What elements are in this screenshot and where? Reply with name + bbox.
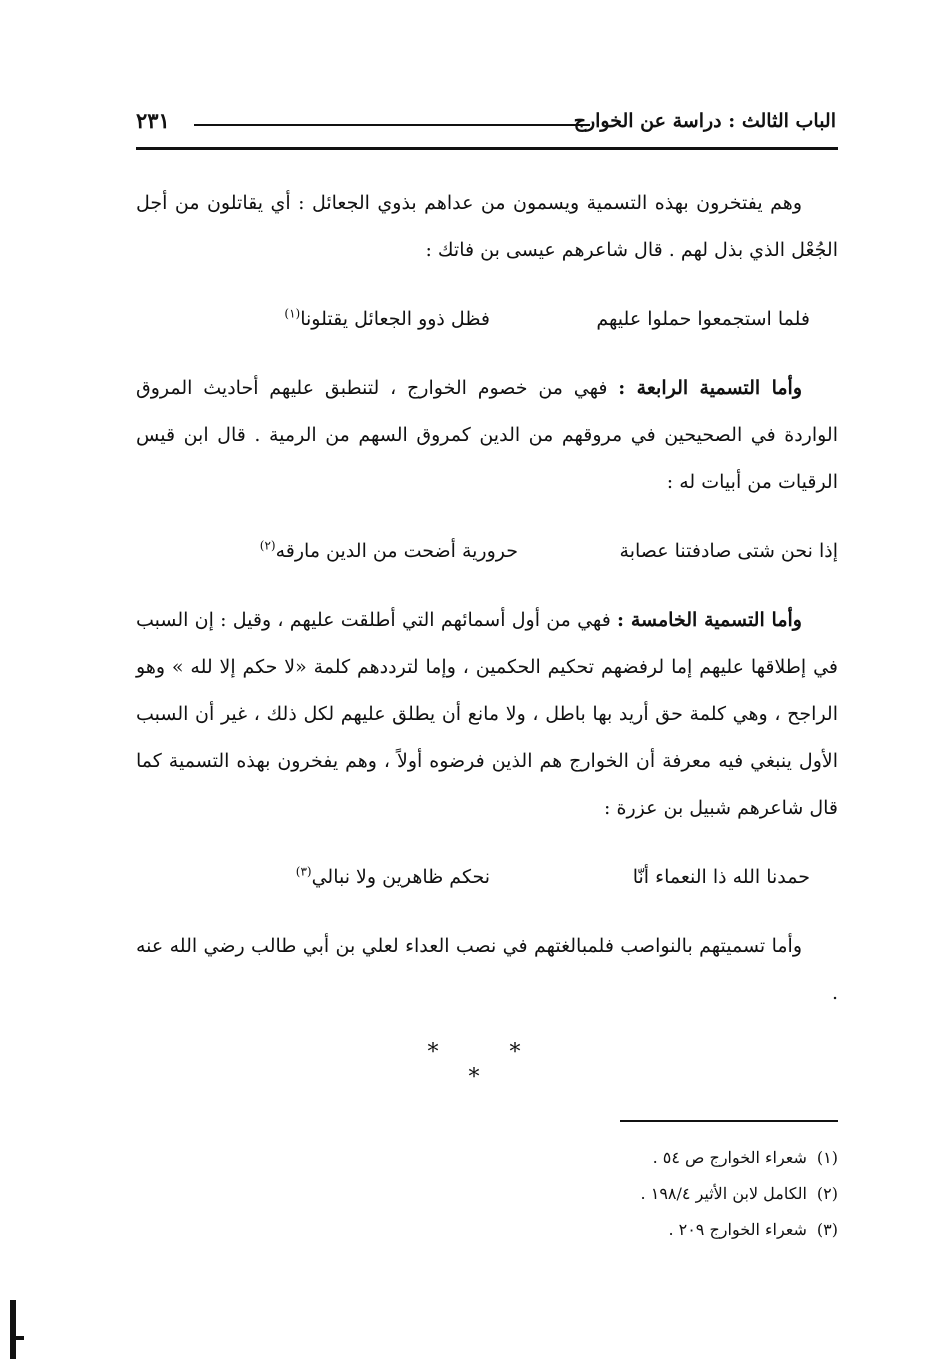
footnote-3-text: شعراء الخوارج ٢٠٩ . xyxy=(668,1220,807,1239)
verse-2-second-half-text: حرورية أضحت من الدين مارقه xyxy=(275,540,518,562)
footnote-rule xyxy=(620,1120,838,1122)
footnote-2-number: (٢) xyxy=(816,1184,838,1203)
verse-3-second-half xyxy=(160,854,490,901)
footnote-ref-1[interactable]: (١) xyxy=(284,306,301,321)
verse-2-second-half xyxy=(188,528,518,575)
paragraph-2-lead: وأما التسمية الرابعة : xyxy=(618,377,802,399)
verse-2 xyxy=(136,528,838,575)
chapter-title: الباب الثالث : دراسة عن الخوارج xyxy=(573,110,836,132)
footnotes xyxy=(480,1140,838,1248)
paragraph-3-lead: وأما التسمية الخامسة : xyxy=(617,609,802,631)
verse-1-second-half-text: فظل ذوو الجعائل يقتلونا xyxy=(300,308,490,330)
verse-3 xyxy=(136,854,838,901)
scan-edge-mark xyxy=(10,1300,16,1359)
paragraph-2-text: فهي من خصوم الخوارج ، لتنطبق عليهم أحاديث المروق الواردة في الصحيحين في مروقهم من الدين كمروق السهم من الرمية . قال ابن قيس الرقيات من أبيات له : xyxy=(136,377,838,493)
footnote-ref-2[interactable]: (٢) xyxy=(259,538,276,553)
page-number: ٢٣١ xyxy=(136,108,170,133)
header-rule xyxy=(136,147,838,150)
paragraph-4: وأما تسميتهم بالنواصب فلمبالغتهم في نصب العداء لعلي بن أبي طالب رضي الله عنه . xyxy=(136,935,838,1004)
verse-3-first-half: حمدنا الله ذا النعماء أنّا xyxy=(632,866,810,888)
section-separator: * * * xyxy=(427,1040,553,1090)
main-text xyxy=(136,180,838,1039)
footnote-2 xyxy=(480,1176,838,1212)
header-leader-line xyxy=(194,124,590,126)
paragraph-2 xyxy=(136,365,838,506)
verse-1 xyxy=(136,296,838,343)
running-header xyxy=(136,110,836,150)
verse-1-first-half: فلما استجمعوا حملوا عليهم xyxy=(596,308,810,330)
footnote-ref-3[interactable]: (٣) xyxy=(295,864,312,879)
verse-1-second-half xyxy=(160,296,490,343)
footnote-2-text: الكامل لابن الأثير ١٩٨/٤ . xyxy=(640,1184,807,1203)
scan-edge-tick xyxy=(10,1336,24,1340)
verse-3-second-half-text: نحكم ظاهرين ولا نبالي xyxy=(311,866,490,888)
paragraph-1: وهم يفتخرون بهذه التسمية ويسمون من عداهم بذوي الجعائل : أي يقاتلون من أجل الجُعْل الذي بذل لهم . قال شاعرهم عيسى بن فاتك : xyxy=(136,192,838,261)
footnote-1-text: شعراء الخوارج ص ٥٤ . xyxy=(652,1148,807,1167)
footnote-3 xyxy=(480,1212,838,1248)
footnote-1 xyxy=(480,1140,838,1176)
paragraph-3-text: فهي من أول أسمائهم التي أطلقت عليهم ، وقيل : إن السبب في إطلاقها عليهم إما لرفضهم تحكيم الحكمين ، وإما لترددهم كلمة «لا حكم إلا لله » وهو الراجح ، وهي كلمة حق أريد بها باطل ، ولا مانع أن يطلق عليهم لكل ذلك ، غير أن السبب الأول ينبغي فيه معرفة أن الخوارج هم الذين فرضوه أولاً ، وهم يفخرون بهذه التسمية كما قال شاعرهم شبيل بن عزرة : xyxy=(136,609,838,819)
footnote-1-number: (١) xyxy=(816,1148,838,1167)
paragraph-3 xyxy=(136,597,838,832)
verse-2-first-half: إذا نحن شتى صادفتنا عصابة xyxy=(619,540,838,562)
footnote-3-number: (٣) xyxy=(816,1220,838,1239)
